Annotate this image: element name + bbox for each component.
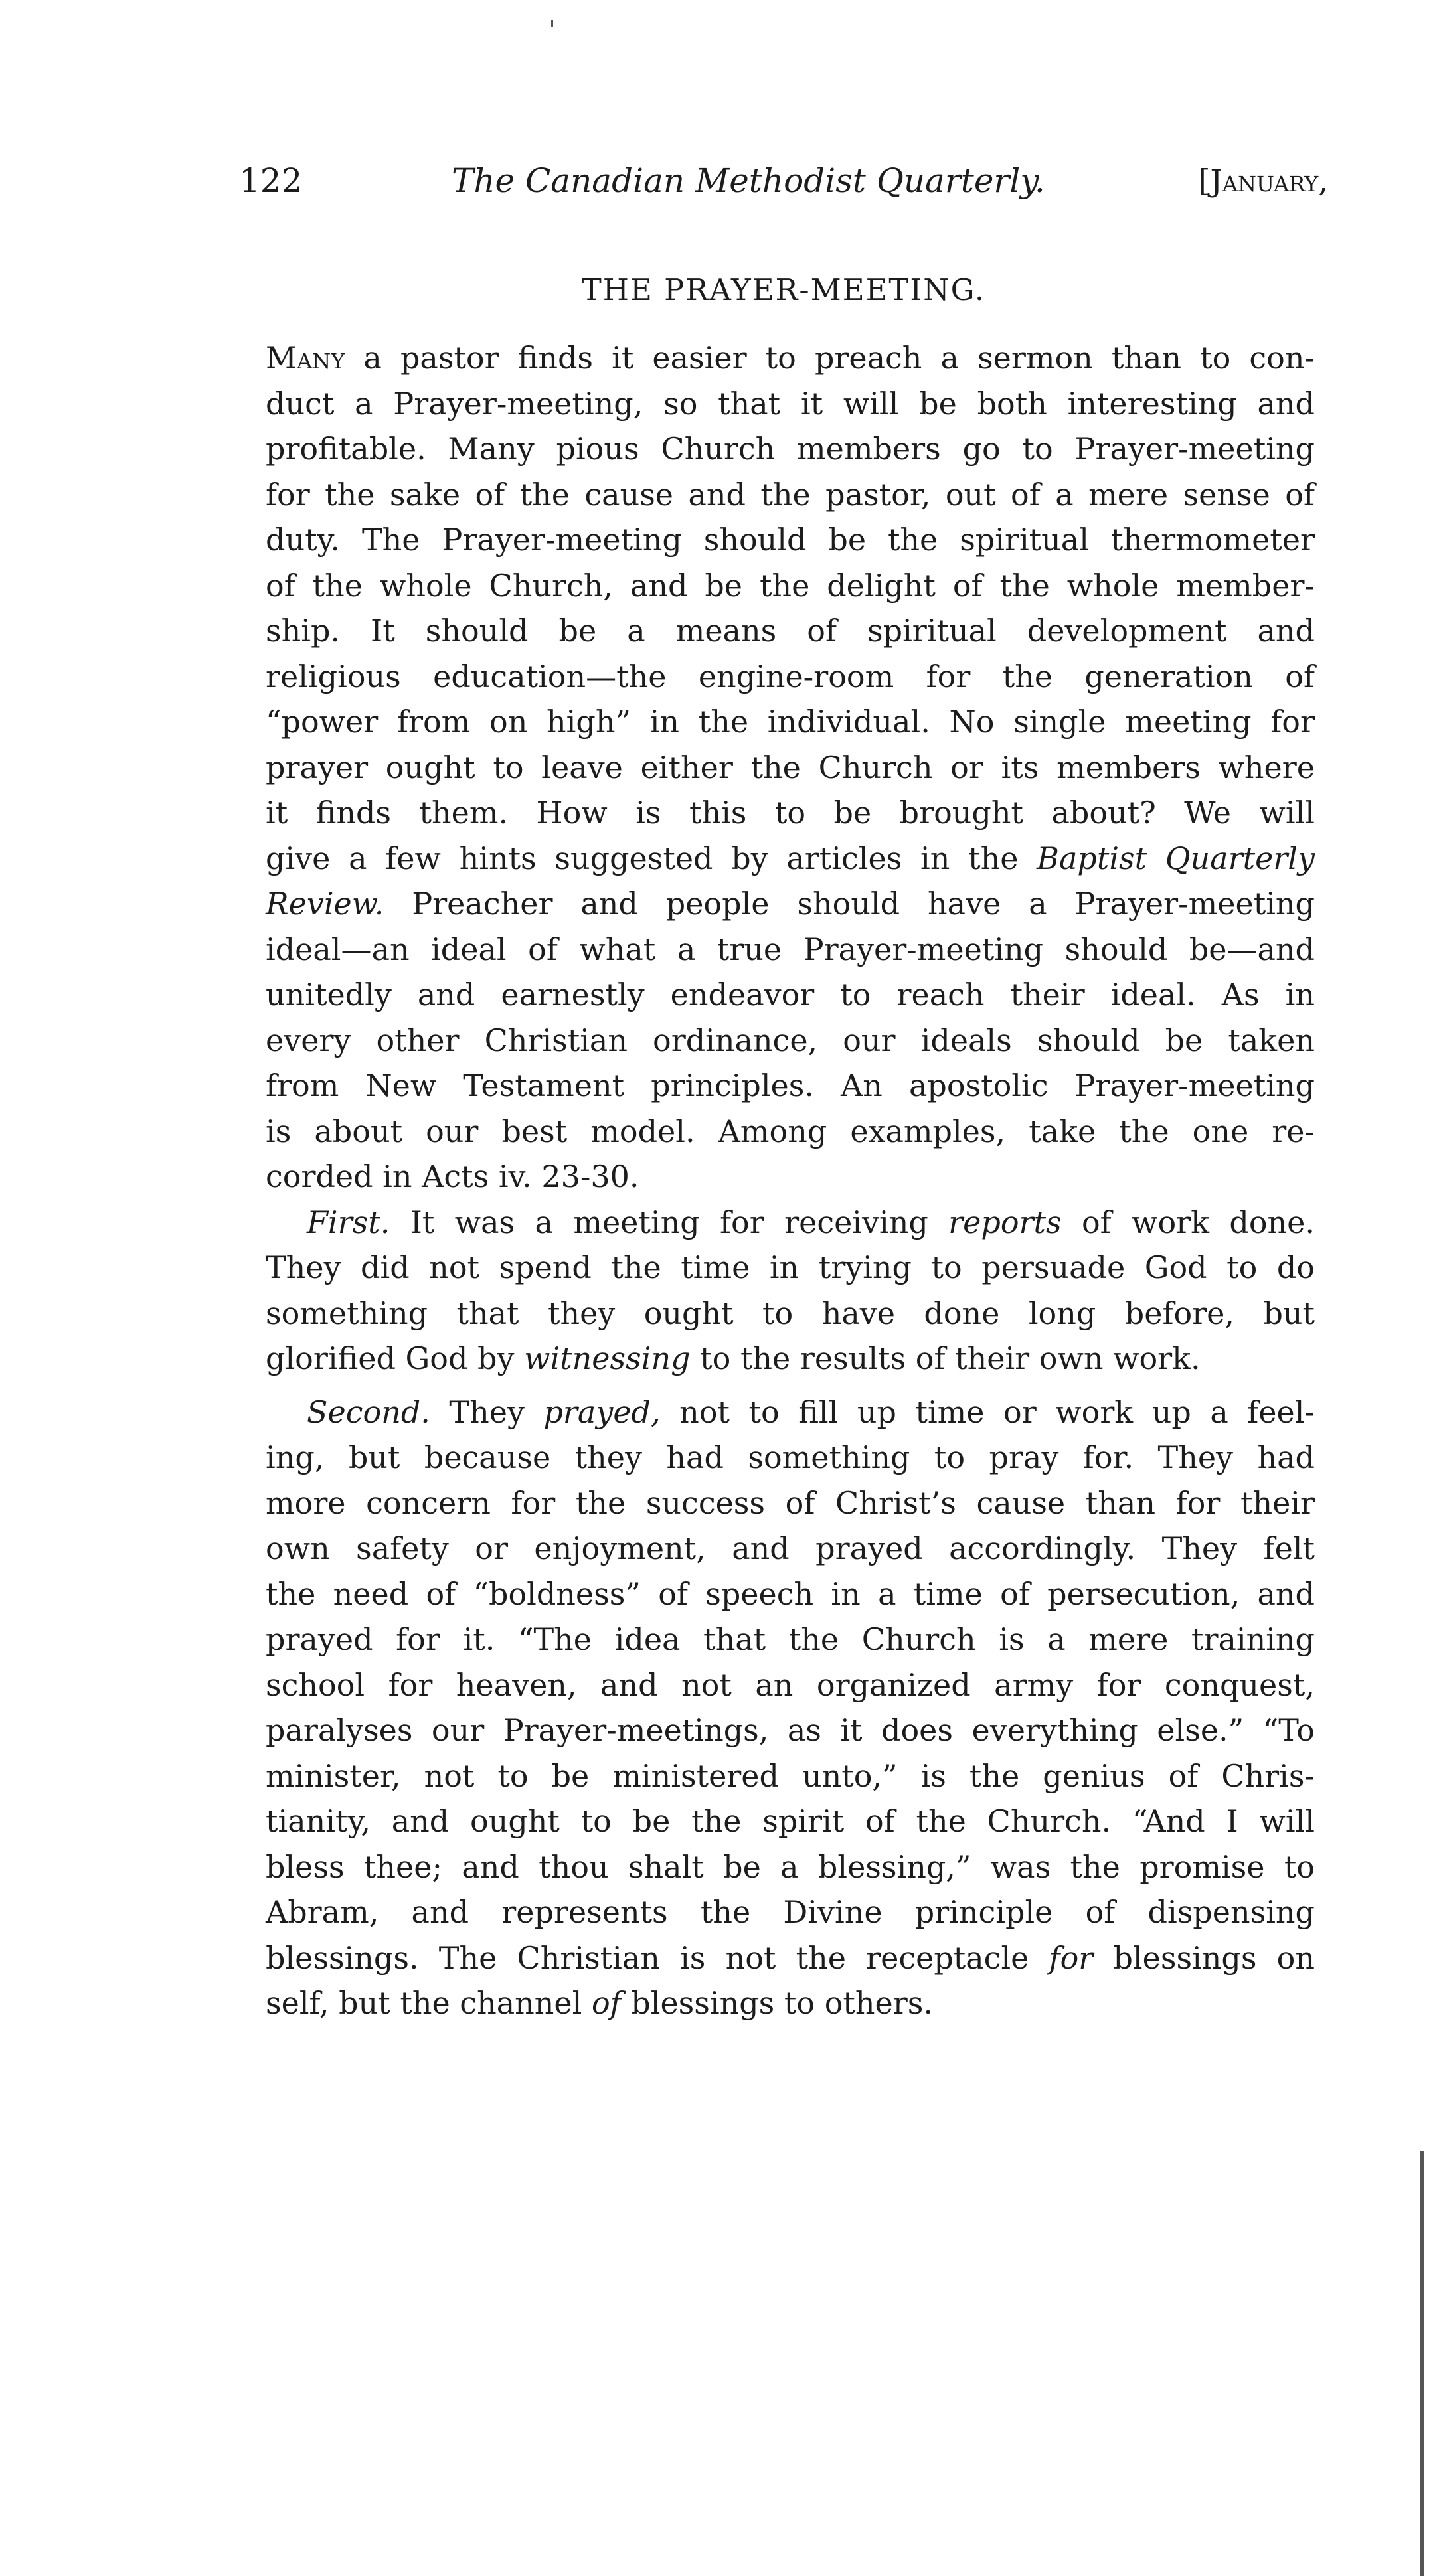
text-line (266, 335, 1315, 381)
italic-text: Second. (307, 1394, 430, 1430)
text-line: duty. The Prayer-meeting should be the spiritual thermometer (266, 522, 1315, 558)
journal-title: The Canadian Methodist Quarterly. (452, 161, 1045, 200)
scan-speck (551, 20, 553, 27)
drop-word: Many (266, 340, 345, 376)
text-line: profitable. Many pious Church members go to Prayer-meeting (266, 431, 1315, 467)
text-line: prayer ought to leave either the Church or its members where (266, 749, 1315, 785)
text-line: duct a Prayer-meeting, so that it will be both interesting and (266, 385, 1315, 422)
line-text: blessings on (1093, 1939, 1315, 1976)
text-line (266, 1200, 1315, 1246)
text-line: more concern for the success of Christ’s cause than for their (266, 1485, 1315, 1521)
line-text: Preacher and people should have a Prayer-meeting (384, 886, 1315, 922)
italic-text: witnessing (524, 1340, 691, 1376)
line-text: glorified God by (266, 1340, 525, 1376)
italic-text: Baptist Quarterly (1037, 840, 1315, 876)
text-line (266, 836, 1315, 882)
text-line: bless thee; and thou shalt be a blessing,” was the promise to (266, 1848, 1315, 1885)
text-line: “power from on high” in the individual. No single meeting for (266, 704, 1315, 740)
text-line: own safety or enjoyment, and prayed accordingly. They felt (266, 1530, 1315, 1566)
line-text: not to fill up time or work up a feel- (660, 1394, 1315, 1430)
running-header (239, 154, 1328, 207)
text-line: is about our best model. Among examples, take the one re- (266, 1113, 1315, 1149)
line-text: It was a meeting for receiving (390, 1204, 949, 1240)
text-line: ing, but because they had something to pray for. They had (266, 1439, 1315, 1475)
text-line: the need of “boldness” of speech in a time of persecution, and (266, 1575, 1315, 1612)
line-text: give a few hints suggested by articles in the (266, 840, 1037, 876)
text-line: it finds them. How is this to be brought about? We will (266, 795, 1315, 831)
text-line: for the sake of the cause and the pastor, out of a mere sense of (266, 476, 1315, 513)
text-line: Abram, and represents the Divine principle of dispensing (266, 1894, 1315, 1930)
text-line: ideal—an ideal of what a true Prayer-meeting should be—and (266, 931, 1315, 967)
text-line: every other Christian ordinance, our ideals should be taken (266, 1022, 1315, 1058)
text-line: unitedly and earnestly endeavor to reach their ideal. As in (266, 977, 1315, 1012)
text-line (266, 1980, 1315, 2026)
scan-edge-shadow (1420, 2151, 1424, 2576)
line-text: to the results of their own work. (690, 1340, 1201, 1376)
text-line: corded in Acts iv. 23-30. (266, 1159, 639, 1194)
text-line: tianity, and ought to be the spirit of the Church. “And I will (266, 1803, 1315, 1839)
text-line: religious education—the engine-room for the generation of (266, 658, 1315, 694)
italic-text: for (1049, 1939, 1094, 1976)
line-text: a pastor finds it easier to preach a sermon than to con- (345, 340, 1315, 376)
line-text: self, but the channel (266, 1985, 592, 2021)
text-line (266, 881, 1315, 927)
article-body (266, 335, 1315, 2026)
text-line: from New Testament principles. An apostolic Prayer-meeting (266, 1068, 1315, 1103)
text-line: prayed for it. “The idea that the Church is a mere training (266, 1621, 1315, 1657)
italic-text: prayed, (543, 1394, 661, 1430)
text-line (266, 1935, 1315, 1981)
italic-text: First. (307, 1204, 390, 1240)
text-line: They did not spend the time in trying to persuade God to do (266, 1249, 1315, 1285)
text-line: minister, not to be ministered unto,” is the genius of Chris- (266, 1757, 1315, 1794)
line-text: of work done. (1061, 1204, 1315, 1240)
italic-text: Review. (266, 886, 384, 922)
line-text: They (430, 1394, 544, 1430)
italic-text: reports (948, 1204, 1062, 1240)
text-line (266, 1336, 1315, 1382)
italic-text: of (591, 1985, 622, 2021)
line-text: blessings to others. (621, 1985, 933, 2021)
text-line: ship. It should be a means of spiritual development and (266, 613, 1315, 649)
issue-month: [January, (1198, 163, 1328, 199)
text-line: of the whole Church, and be the delight of the whole member- (266, 567, 1315, 604)
page-number: 122 (239, 161, 303, 200)
line-text: blessings. The Christian is not the receptacle (266, 1939, 1049, 1976)
article-title: THE PRAYER-MEETING. (581, 272, 986, 307)
text-line (266, 1390, 1315, 1435)
text-line: paralyses our Prayer-meetings, as it does everything else.” “To (266, 1712, 1315, 1748)
text-line: school for heaven, and not an organized army for conquest, (266, 1666, 1315, 1703)
text-line: something that they ought to have done long before, but (266, 1295, 1315, 1331)
